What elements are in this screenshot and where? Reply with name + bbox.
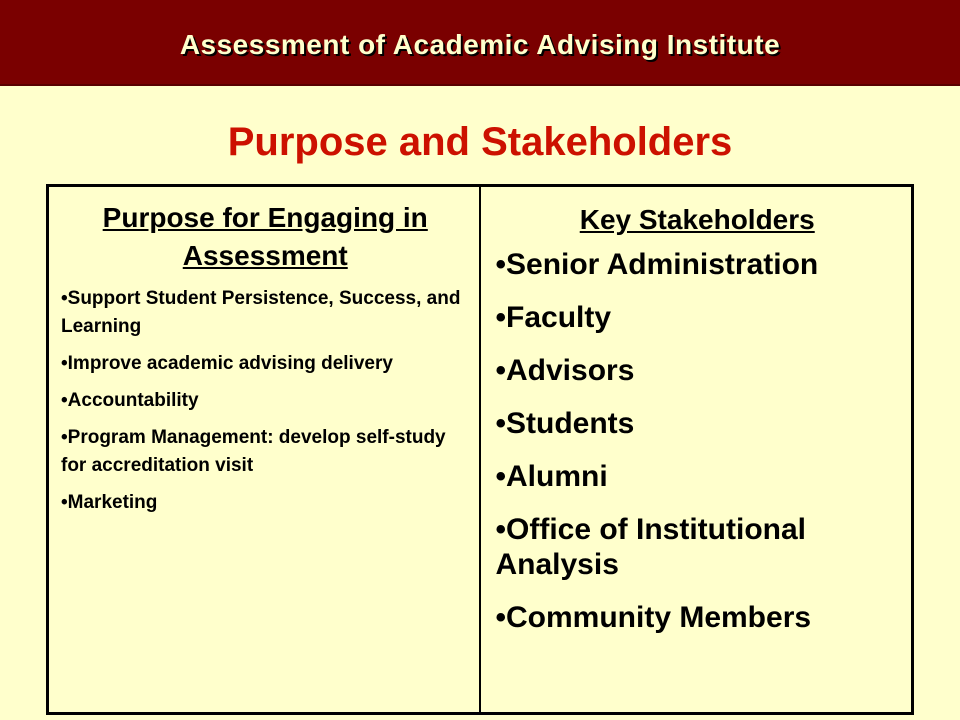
bullet: •	[61, 390, 68, 411]
list-item	[61, 489, 469, 517]
list-item	[61, 285, 469, 341]
stakeholders-heading: Key Stakeholders	[579, 204, 815, 235]
purpose-heading: Purpose for Engaging in Assessment	[102, 202, 428, 271]
list-item	[61, 387, 469, 415]
list-item	[495, 459, 899, 494]
list-item-text: Office of Institutional Analysis	[495, 513, 806, 581]
list-item-text: Faculty	[506, 301, 612, 334]
header-bar	[0, 0, 960, 86]
list-item-text: Improve academic advising delivery	[67, 353, 393, 374]
stakeholders-column	[481, 187, 911, 712]
bullet: •	[61, 427, 68, 448]
purpose-column	[49, 187, 481, 712]
list-item	[495, 247, 899, 282]
content-table	[46, 184, 914, 715]
list-item-text: Support Student Persistence, Success, and Learning	[61, 288, 461, 337]
list-item	[495, 300, 899, 335]
bullet: •	[61, 353, 68, 374]
list-item	[61, 424, 469, 480]
bullet: •	[495, 301, 506, 334]
bullet: •	[61, 492, 68, 513]
list-item-text: Senior Administration	[506, 248, 819, 281]
list-item-text: Accountability	[67, 390, 199, 411]
list-item	[495, 406, 899, 441]
list-item	[495, 600, 899, 635]
bullet: •	[495, 248, 506, 281]
list-item-text: Advisors	[506, 354, 635, 387]
slide-title: Purpose and Stakeholders	[227, 120, 733, 164]
list-item-text: Community Members	[506, 601, 812, 634]
list-item	[495, 512, 899, 582]
list-item	[495, 353, 899, 388]
stakeholders-list	[495, 247, 899, 635]
list-item	[61, 350, 469, 378]
bullet: •	[495, 460, 506, 493]
bullet: •	[495, 354, 506, 387]
bullet: •	[61, 288, 68, 309]
list-item-text: Program Management: develop self-study for accreditation visit	[61, 427, 446, 476]
bullet: •	[495, 513, 506, 546]
bullet: •	[495, 601, 506, 634]
list-item-text: Marketing	[67, 492, 158, 513]
header-title: Assessment of Academic Advising Institute	[179, 29, 781, 60]
bullet: •	[495, 407, 506, 440]
purpose-list	[61, 285, 469, 517]
list-item-text: Students	[506, 407, 635, 440]
list-item-text: Alumni	[506, 460, 608, 493]
